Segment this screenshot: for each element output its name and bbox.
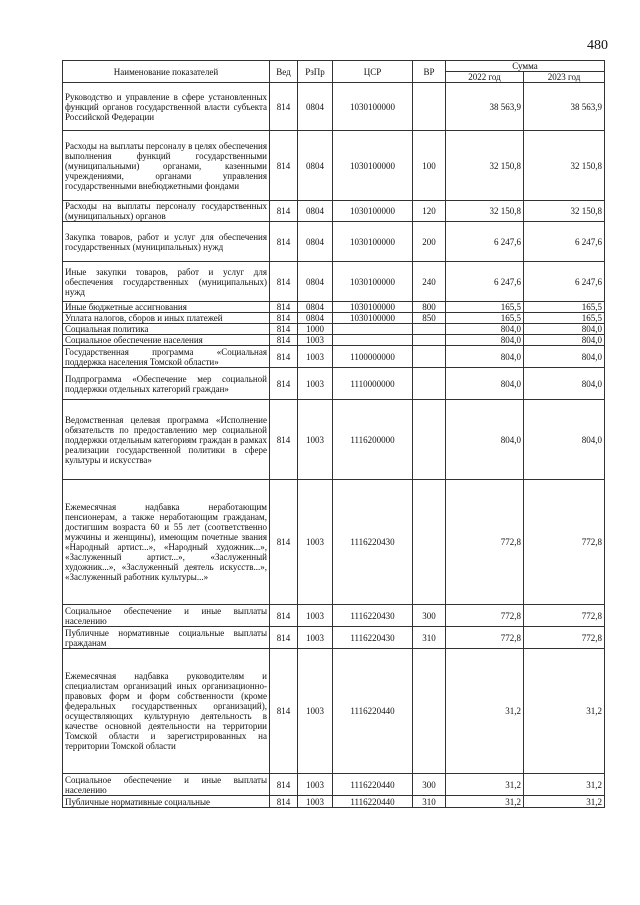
row-ved: 814 <box>270 774 298 796</box>
row-rzpr: 1003 <box>298 774 333 796</box>
row-csr: 1116220430 <box>333 480 413 605</box>
row-vr: 800 <box>413 302 446 313</box>
table-row <box>63 796 605 808</box>
row-sum-2023: 772,8 <box>524 480 605 605</box>
table-row <box>63 222 605 262</box>
row-sum-2023: 38 563,9 <box>524 83 605 131</box>
row-csr: 1116220440 <box>333 649 413 774</box>
table-row <box>63 324 605 335</box>
row-ved: 814 <box>270 83 298 131</box>
header-year-2023: 2023 год <box>524 72 605 83</box>
row-sum-2022: 31,2 <box>446 649 524 774</box>
row-sum-2023: 804,0 <box>524 400 605 480</box>
row-sum-2022: 804,0 <box>446 400 524 480</box>
row-vr <box>413 324 446 335</box>
row-sum-2023: 772,8 <box>524 605 605 627</box>
table-row <box>63 627 605 649</box>
row-rzpr: 0804 <box>298 222 333 262</box>
row-csr: 1030100000 <box>333 222 413 262</box>
row-sum-2022: 772,8 <box>446 480 524 605</box>
row-rzpr: 1003 <box>298 346 333 368</box>
row-sum-2023: 31,2 <box>524 774 605 796</box>
row-ved: 814 <box>270 201 298 222</box>
row-name: Социальное обеспечение населения <box>63 335 270 346</box>
row-sum-2023: 31,2 <box>524 796 605 808</box>
row-rzpr: 0804 <box>298 302 333 313</box>
row-sum-2022: 804,0 <box>446 368 524 400</box>
row-sum-2023: 804,0 <box>524 324 605 335</box>
row-rzpr: 0804 <box>298 313 333 324</box>
table-row <box>63 774 605 796</box>
row-ved: 814 <box>270 222 298 262</box>
row-rzpr: 0804 <box>298 262 333 302</box>
header-csr: ЦСР <box>333 61 413 83</box>
row-sum-2023: 31,2 <box>524 649 605 774</box>
row-name: Подпрограмма «Обеспечение мер социальной поддержки отдельных категорий граждан» <box>63 368 270 400</box>
row-name: Публичные нормативные социальные выплаты гражданам <box>63 627 270 649</box>
row-ved: 814 <box>270 400 298 480</box>
header-rzpr: РзПр <box>298 61 333 83</box>
table-row <box>63 262 605 302</box>
row-csr <box>333 324 413 335</box>
row-vr <box>413 649 446 774</box>
row-sum-2022: 31,2 <box>446 796 524 808</box>
row-sum-2022: 32 150,8 <box>446 201 524 222</box>
row-csr: 1116220430 <box>333 605 413 627</box>
table-row <box>63 131 605 201</box>
row-sum-2022: 165,5 <box>446 302 524 313</box>
budget-table <box>62 60 605 808</box>
table-row <box>63 368 605 400</box>
row-ved: 814 <box>270 335 298 346</box>
table-row <box>63 201 605 222</box>
row-sum-2022: 6 247,6 <box>446 262 524 302</box>
row-name: Иные закупки товаров, работ и услуг для обеспечения государственных (муниципальных) нужд <box>63 262 270 302</box>
header-sum: Сумма <box>446 61 605 72</box>
row-name: Закупка товаров, работ и услуг для обеспечения государственных (муниципальных) нужд <box>63 222 270 262</box>
row-rzpr: 1003 <box>298 796 333 808</box>
row-name: Ежемесячная надбавка руководителям и специалистам организаций иных организационно-правовых форм и форм собственности (кроме федеральных государственных организаций), осуществляющих культурную деятельность в качестве основной деятельности на территории Томской области и зарегистрированных на территории Томской области <box>63 649 270 774</box>
row-name: Ведомственная целевая программа «Исполнение обязательств по предоставлению мер социальной поддержки отдельным категориям граждан в рамках реализации государственной политики в сфере культуры и искусства» <box>63 400 270 480</box>
row-rzpr: 1003 <box>298 605 333 627</box>
table-row <box>63 480 605 605</box>
row-ved: 814 <box>270 346 298 368</box>
row-rzpr: 1003 <box>298 368 333 400</box>
row-csr: 1030100000 <box>333 131 413 201</box>
row-name: Ежемесячная надбавка неработающим пенсионерам, а также неработающим гражданам, достигшим возраста 60 и 55 лет (соответственно мужчины и женщины), имеющим почетные звания «Народный артист...», «Народный художник...», «Заслуженный артист...», «Заслуженный художник...», «Заслуженный деятель искусств...», «Заслуженный работник культуры...» <box>63 480 270 605</box>
row-vr <box>413 335 446 346</box>
table-row <box>63 302 605 313</box>
row-sum-2022: 32 150,8 <box>446 131 524 201</box>
row-rzpr: 1003 <box>298 627 333 649</box>
row-name: Расходы на выплаты персоналу в целях обеспечения выполнения функций государственными (муниципальными) органами, казенными учреждениями, органами управления государственными внебюджетными фондами <box>63 131 270 201</box>
row-vr: 240 <box>413 262 446 302</box>
row-csr: 1100000000 <box>333 346 413 368</box>
table-row <box>63 83 605 131</box>
row-vr <box>413 368 446 400</box>
header-name: Наименование показателей <box>63 61 270 83</box>
row-sum-2023: 32 150,8 <box>524 201 605 222</box>
row-rzpr: 0804 <box>298 83 333 131</box>
row-rzpr: 0804 <box>298 131 333 201</box>
row-ved: 814 <box>270 649 298 774</box>
page-number: 480 <box>587 38 608 53</box>
row-sum-2022: 804,0 <box>446 335 524 346</box>
table-row <box>63 313 605 324</box>
row-sum-2022: 804,0 <box>446 324 524 335</box>
row-vr: 120 <box>413 201 446 222</box>
row-csr: 1116220430 <box>333 627 413 649</box>
row-csr: 1030100000 <box>333 83 413 131</box>
row-csr: 1116220440 <box>333 774 413 796</box>
row-rzpr: 1003 <box>298 480 333 605</box>
row-csr <box>333 335 413 346</box>
row-name: Государственная программа «Социальная поддержка населения Томской области» <box>63 346 270 368</box>
row-csr: 1030100000 <box>333 313 413 324</box>
row-sum-2023: 32 150,8 <box>524 131 605 201</box>
row-sum-2023: 804,0 <box>524 335 605 346</box>
row-sum-2022: 38 563,9 <box>446 83 524 131</box>
row-name: Иные бюджетные ассигнования <box>63 302 270 313</box>
row-vr: 300 <box>413 605 446 627</box>
row-sum-2023: 6 247,6 <box>524 222 605 262</box>
row-name: Уплата налогов, сборов и иных платежей <box>63 313 270 324</box>
row-vr <box>413 83 446 131</box>
row-name: Социальное обеспечение и иные выплаты населению <box>63 774 270 796</box>
row-csr: 1110000000 <box>333 368 413 400</box>
table-row <box>63 400 605 480</box>
row-sum-2022: 804,0 <box>446 346 524 368</box>
row-csr: 1030100000 <box>333 201 413 222</box>
row-vr: 850 <box>413 313 446 324</box>
row-sum-2023: 165,5 <box>524 302 605 313</box>
row-csr: 1030100000 <box>333 262 413 302</box>
row-rzpr: 1003 <box>298 335 333 346</box>
row-sum-2022: 31,2 <box>446 774 524 796</box>
row-ved: 814 <box>270 627 298 649</box>
row-ved: 814 <box>270 262 298 302</box>
header-vr: ВР <box>413 61 446 83</box>
row-sum-2022: 6 247,6 <box>446 222 524 262</box>
table-row <box>63 605 605 627</box>
row-rzpr: 1000 <box>298 324 333 335</box>
row-sum-2022: 772,8 <box>446 605 524 627</box>
row-ved: 814 <box>270 480 298 605</box>
row-vr <box>413 346 446 368</box>
row-vr <box>413 400 446 480</box>
row-name: Руководство и управление в сфере установленных функций органов государственной власти субъекта Российской Федерации <box>63 83 270 131</box>
table-row <box>63 335 605 346</box>
row-ved: 814 <box>270 302 298 313</box>
row-ved: 814 <box>270 796 298 808</box>
row-ved: 814 <box>270 131 298 201</box>
table-row <box>63 649 605 774</box>
row-vr: 100 <box>413 131 446 201</box>
row-sum-2023: 165,5 <box>524 313 605 324</box>
row-rzpr: 1003 <box>298 400 333 480</box>
row-csr: 1116200000 <box>333 400 413 480</box>
row-name: Социальная политика <box>63 324 270 335</box>
row-ved: 814 <box>270 324 298 335</box>
row-name: Публичные нормативные социальные <box>63 796 270 808</box>
row-csr: 1030100000 <box>333 302 413 313</box>
row-sum-2022: 772,8 <box>446 627 524 649</box>
row-vr: 200 <box>413 222 446 262</box>
row-vr: 310 <box>413 796 446 808</box>
row-sum-2023: 772,8 <box>524 627 605 649</box>
table-row <box>63 346 605 368</box>
row-sum-2022: 165,5 <box>446 313 524 324</box>
row-rzpr: 0804 <box>298 201 333 222</box>
row-ved: 814 <box>270 368 298 400</box>
header-ved: Вед <box>270 61 298 83</box>
row-csr: 1116220440 <box>333 796 413 808</box>
row-name: Социальное обеспечение и иные выплаты населению <box>63 605 270 627</box>
row-rzpr: 1003 <box>298 649 333 774</box>
row-sum-2023: 6 247,6 <box>524 262 605 302</box>
row-vr: 310 <box>413 627 446 649</box>
row-vr: 300 <box>413 774 446 796</box>
row-ved: 814 <box>270 313 298 324</box>
row-ved: 814 <box>270 605 298 627</box>
row-vr <box>413 480 446 605</box>
row-sum-2023: 804,0 <box>524 368 605 400</box>
row-sum-2023: 804,0 <box>524 346 605 368</box>
header-year-2022: 2022 год <box>446 72 524 83</box>
row-name: Расходы на выплаты персоналу государственных (муниципальных) органов <box>63 201 270 222</box>
